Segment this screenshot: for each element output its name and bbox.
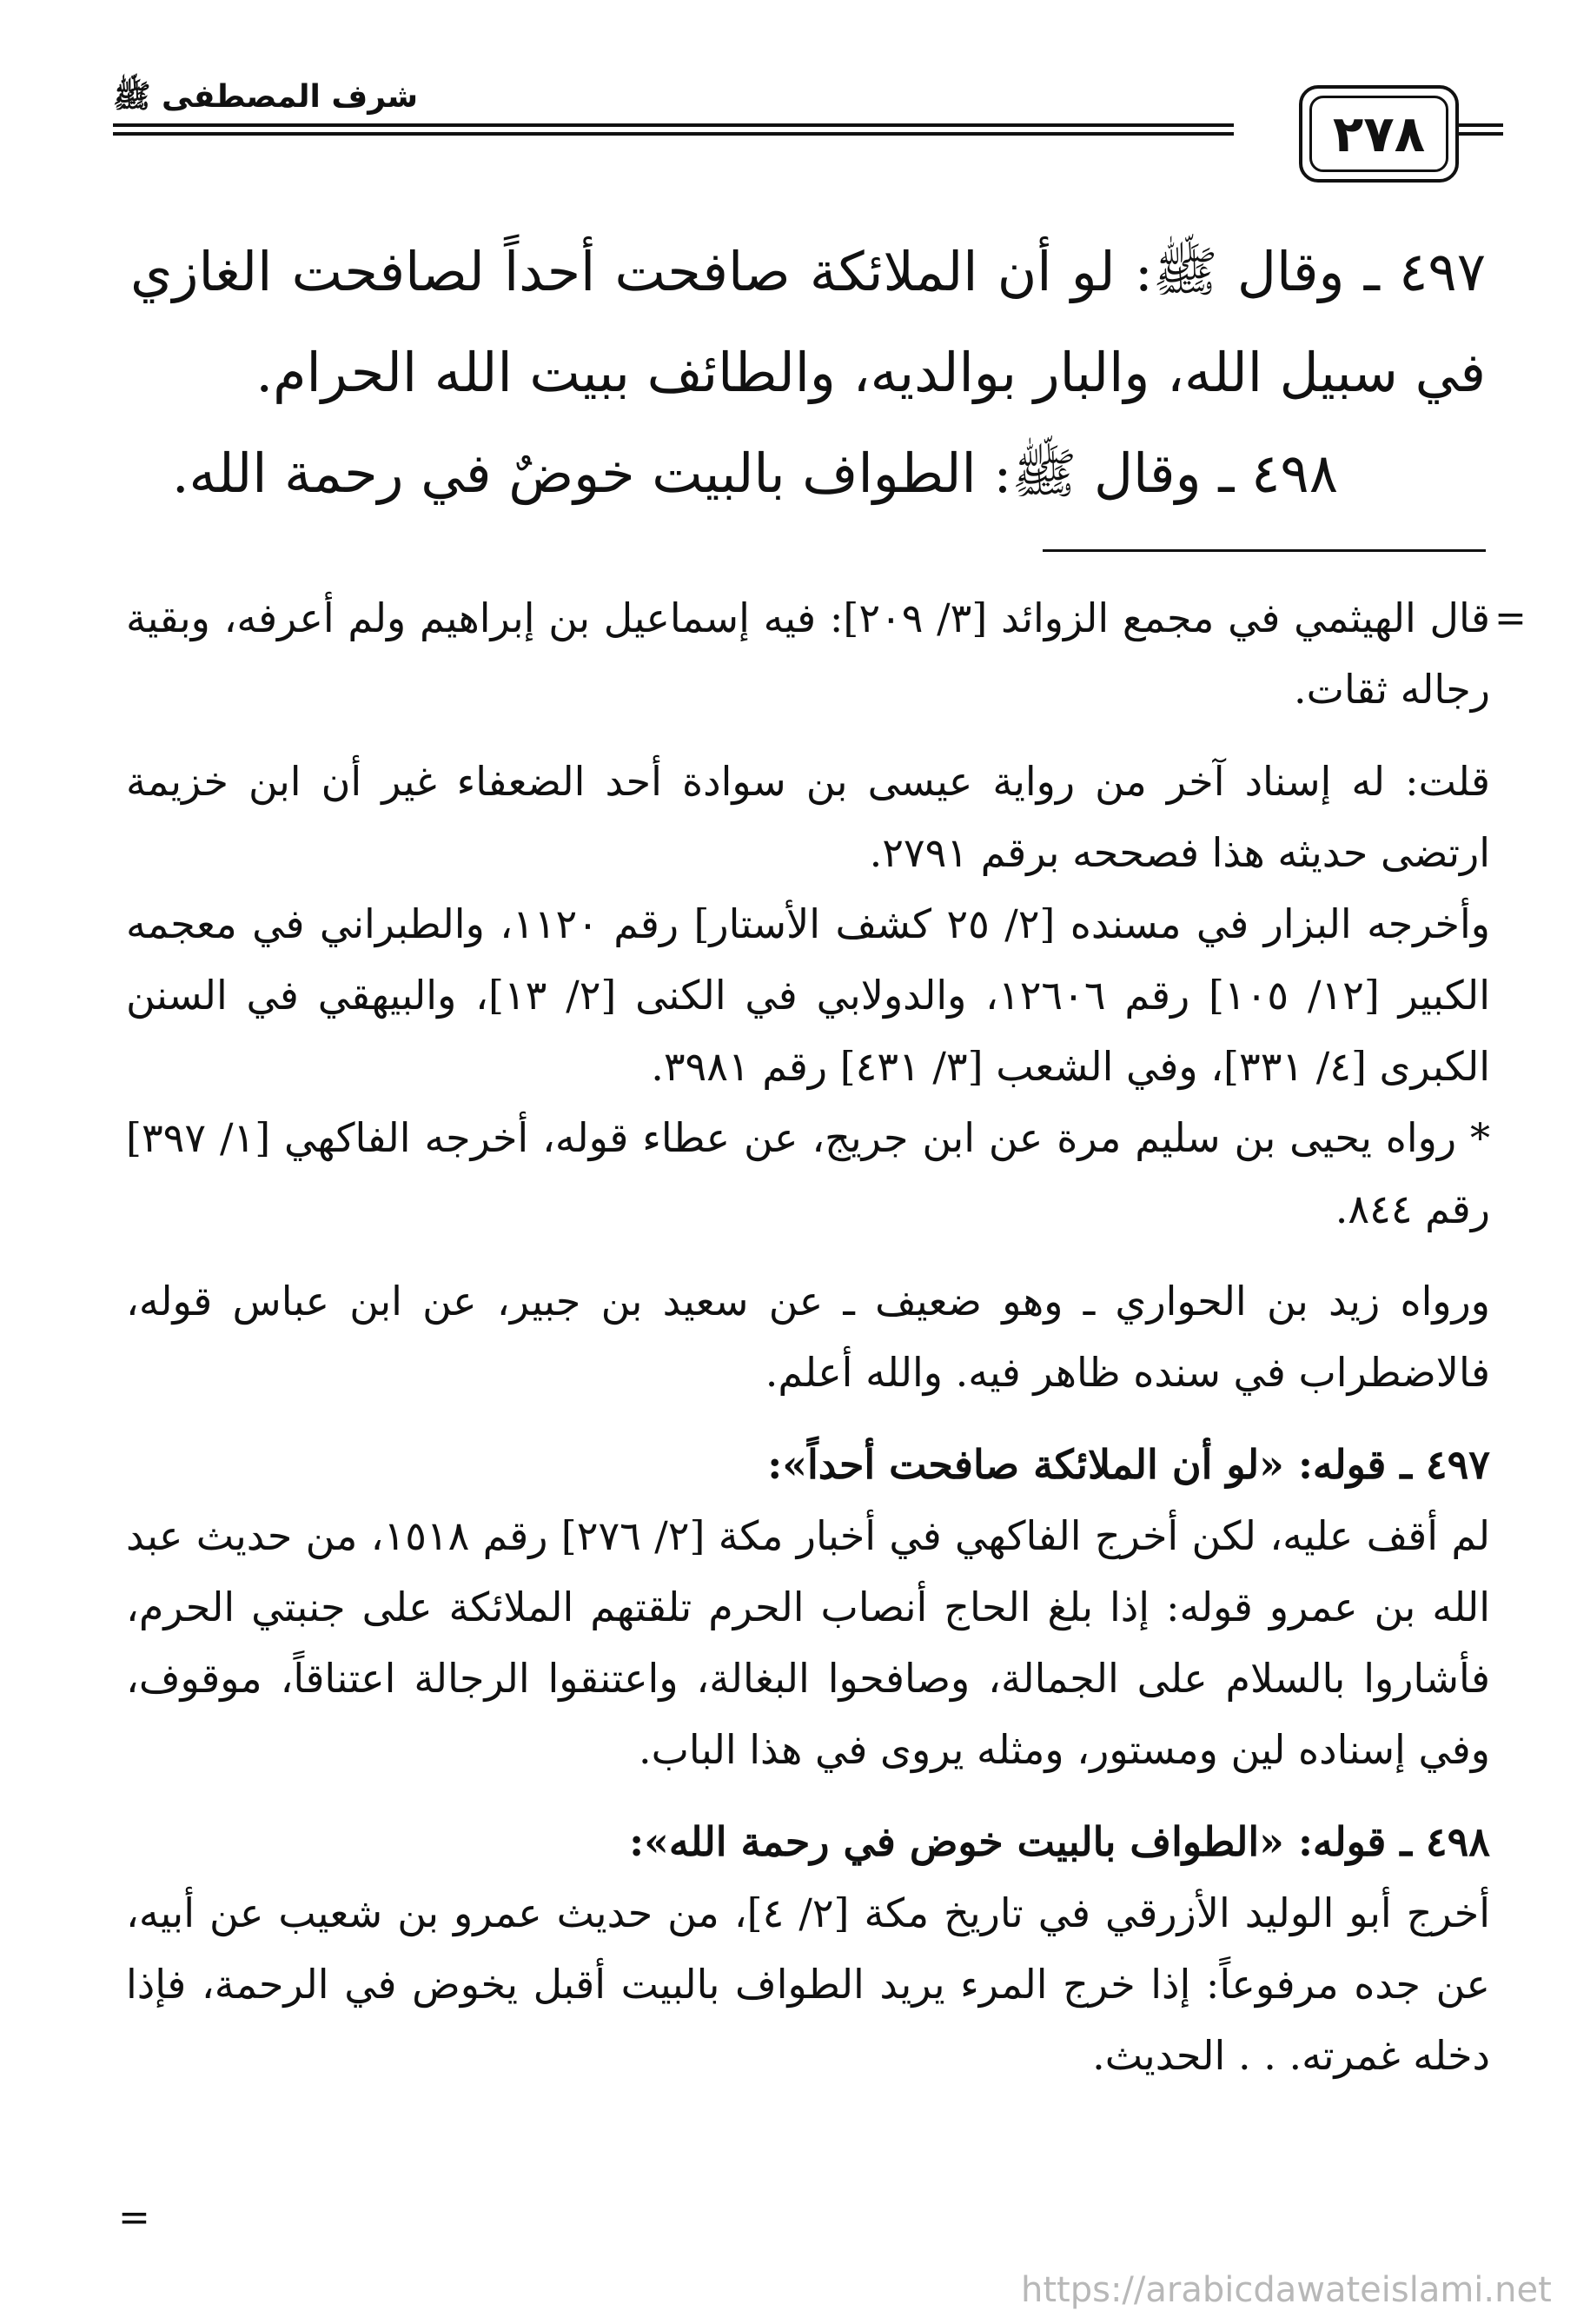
page-number-frame xyxy=(1299,85,1459,183)
running-title: شرف المصطفى ﷺ xyxy=(113,79,419,115)
watermark-url: https://arabicdawateislami.net xyxy=(1021,2270,1552,2310)
continuation-mark: = xyxy=(1494,596,1527,641)
footnote-paragraph: وأخرجه البزار في مسنده [٢/ ٢٥ كشف الأستار] رقم ١١٢٠، والطبراني في معجمه الكبير [١٢/ ١٠٥] رقم ١٢٦٠٦، والدولابي في الكنى [٢/ ١٣]، والبيهقي في السنن الكبرى [٤/ ٣٣١]، وفي الشعب [٣/ ٤٣١] رقم ٣٩٨١. xyxy=(126,900,1490,1090)
footnote-paragraph: * رواه يحيى بن سليم مرة عن ابن جريج، عن عطاء قوله، أخرجه الفاكهي [١/ ٣٩٧] رقم ٨٤٤. xyxy=(126,1114,1490,1232)
footnote-separator xyxy=(1043,549,1486,552)
main-text xyxy=(130,222,1486,524)
hadith-497: ٤٩٧ ـ وقال ﷺ: لو أن الملائكة صافحت أحداً لصافحت الغازي في سبيل الله، والبار بوالديه، والطائف ببيت الله الحرام. xyxy=(130,240,1486,404)
footnote-paragraph: قلت: له إسناد آخر من رواية عيسى بن سوادة أحد الضعفاء غير أن ابن خزيمة ارتضى حديثه هذا فصححه برقم ٢٧٩١. xyxy=(126,758,1490,876)
footnotes xyxy=(126,582,1490,2091)
note-497-heading: ٤٩٧ ـ قوله: «لو أن الملائكة صافحت أحداً»: xyxy=(767,1441,1490,1488)
note-498-body: أخرج أبو الوليد الأزرقي في تاريخ مكة [٢/ ٤]، من حديث عمرو بن شعيب عن أبيه، عن جده مرفوعاً: إذا خرج المرء يريد الطواف بالبيت أقبل يخوض في الرحمة، فإذا دخله غمرته. . . الحديث. xyxy=(126,1889,1490,2079)
continuation-mark: = xyxy=(118,2195,150,2240)
footnote-paragraph: ورواه زيد بن الحواري ـ وهو ضعيف ـ عن سعيد بن جبير، عن ابن عباس قوله، فالاضطراب في سنده ظاهر فيه. والله أعلم. xyxy=(126,1278,1490,1396)
footnote-paragraph: قال الهيثمي في مجمع الزوائد [٣/ ٢٠٩]: فيه إسماعيل بن إبراهيم ولم أعرفه، وبقية رجاله ثقات. xyxy=(126,594,1490,713)
page-number: ٢٧٨ xyxy=(1309,96,1448,172)
header-rule xyxy=(113,123,1234,127)
note-498-heading: ٤٩٨ ـ قوله: «الطواف بالبيت خوض في رحمة الله»: xyxy=(629,1818,1490,1865)
header-rule xyxy=(113,132,1234,136)
hadith-498: ٤٩٨ ـ وقال ﷺ: الطواف بالبيت خوضٌ في رحمة الله. xyxy=(171,442,1338,505)
note-497-body: لم أقف عليه، لكن أخرج الفاكهي في أخبار مكة [٢/ ٢٧٦] رقم ١٥١٨، من حديث عبد الله بن عمرو قوله: إذا بلغ الحاج أنصاب الحرم تلقتهم الملائكة على جنبتي الحرم، فأشاروا بالسلام على الجمالة، وصافحوا البغالة، واعتنقوا الرجالة اعتناقاً، موقوف، وفي إسناده لين ومستور، ومثله يروى في هذا الباب. xyxy=(126,1512,1490,1773)
page-header xyxy=(113,78,1503,183)
